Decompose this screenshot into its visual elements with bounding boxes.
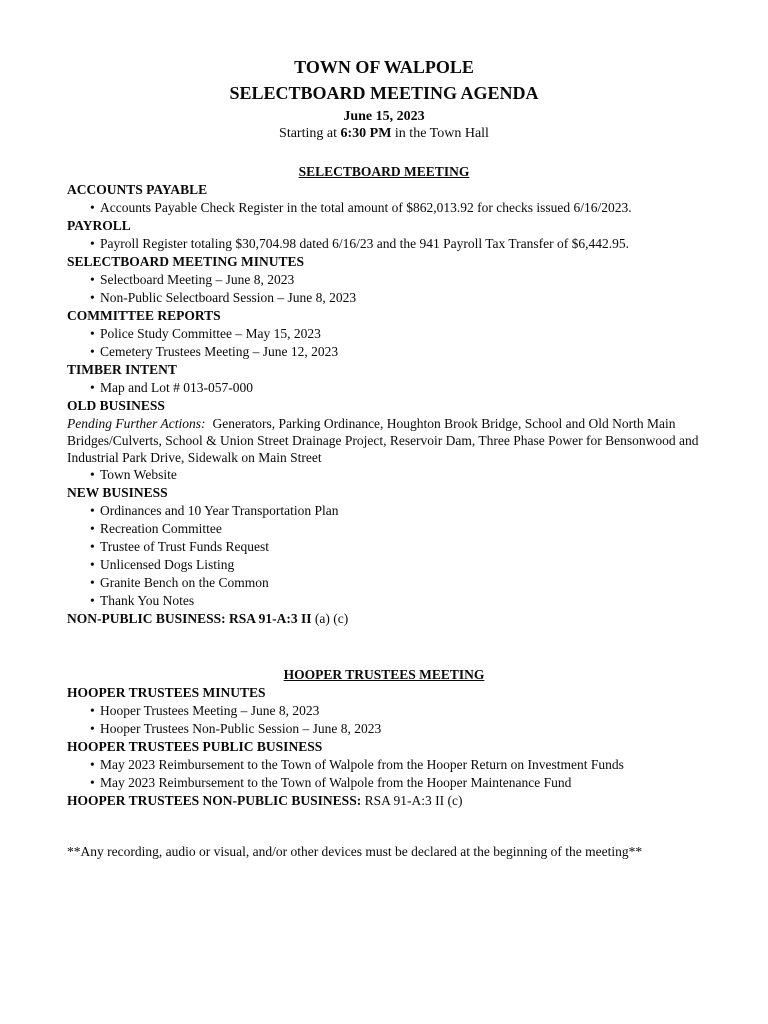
bullet-icon: • [90,721,95,736]
bullet-icon: • [90,344,95,359]
agenda-item-text: Payroll Register totaling $30,704.98 dated 6/16/23 and the 941 Payroll Tax Transfer of $6,442.95. [100,236,629,251]
agenda-heading: PAYROLL [67,218,131,233]
agenda-heading: HOOPER TRUSTEES PUBLIC BUSINESS [67,739,323,754]
bullet-icon: • [90,380,95,395]
bullet-icon: • [90,593,95,608]
pending-actions-text: Generators, Parking Ordinance, Houghton Brook Bridge, School and Old North Main Bridges/Culverts, School & Union Street Drainage Project, Reservoir Dam, Three Phase Power for Bensonwood and Industrial Park Drive, Sidewalk on Main Street [67,416,699,465]
agenda-section [67,666,701,810]
agenda-item [67,774,701,792]
agenda-item [67,538,701,556]
bullet-icon: • [90,757,95,772]
bullet-icon: • [90,521,95,536]
bullet-icon: • [90,775,95,790]
agenda-item-text: Town Website [100,467,177,482]
agenda-item-text: Granite Bench on the Common [100,575,269,590]
agenda-item [67,574,701,592]
agenda-sections [67,163,701,810]
agenda-item-text: Police Study Committee – May 15, 2023 [100,326,321,341]
agenda-item-text: May 2023 Reimbursement to the Town of Walpole from the Hooper Maintenance Fund [100,775,572,790]
agenda-item [67,343,701,361]
bullet-icon: • [90,236,95,251]
bullet-icon: • [90,272,95,287]
document-footer [67,843,701,861]
bullet-icon: • [90,557,95,572]
meeting-date: June 15, 2023 [343,109,425,124]
agenda-item [67,556,701,574]
agenda-item [67,520,701,538]
agenda-item-text: Thank You Notes [100,593,195,608]
agenda-item [67,325,701,343]
section-title: SELECTBOARD MEETING [298,164,470,179]
agenda-item [67,379,701,397]
agenda-item-text: Hooper Trustees Meeting – June 8, 2023 [100,703,320,718]
agenda-section [67,163,701,628]
heading-bold-text: HOOPER TRUSTEES NON-PUBLIC BUSINESS: [67,793,362,808]
heading-bold-text: NON-PUBLIC BUSINESS: RSA 91-A:3 II [67,611,312,626]
agenda-item [67,289,701,307]
agenda-heading: ACCOUNTS PAYABLE [67,182,208,197]
meeting-start-suffix: in the Town Hall [391,126,489,141]
pending-actions-lead: Pending Further Actions: [67,416,206,431]
agenda-heading: COMMITTEE REPORTS [67,308,221,323]
bullet-icon: • [90,575,95,590]
agenda-heading-mixed [67,792,701,810]
agenda-item-text: May 2023 Reimbursement to the Town of Walpole from the Hooper Return on Investment Funds [100,757,624,772]
meeting-start-time: 6:30 PM [340,126,392,141]
agenda-item [67,756,701,774]
agenda-heading: NEW BUSINESS [67,485,168,500]
agenda-heading: HOOPER TRUSTEES MINUTES [67,685,266,700]
agenda-item-text: Map and Lot # 013-057-000 [100,380,253,395]
bullet-icon: • [90,703,95,718]
agenda-item [67,199,701,217]
agenda-item-text: Unlicensed Dogs Listing [100,557,235,572]
agenda-item-text: Trustee of Trust Funds Request [100,539,270,554]
document-title-line1: TOWN OF WALPOLE [294,57,474,77]
bullet-icon: • [90,290,95,305]
agenda-item [67,720,701,738]
bullet-icon: • [90,467,95,482]
heading-normal-text: RSA 91-A:3 II (c) [361,793,463,808]
agenda-item-text: Non-Public Selectboard Session – June 8, 2023 [100,290,357,305]
pending-actions-paragraph [67,415,701,466]
agenda-item [67,235,701,253]
bullet-icon: • [90,539,95,554]
agenda-heading: TIMBER INTENT [67,362,177,377]
agenda-item [67,466,701,484]
heading-normal-text: (a) (c) [311,611,349,626]
agenda-heading-mixed [67,610,701,628]
agenda-heading: SELECTBOARD MEETING MINUTES [67,254,305,269]
agenda-item-text: Selectboard Meeting – June 8, 2023 [100,272,295,287]
agenda-item-text: Ordinances and 10 Year Transportation Plan [100,503,339,518]
agenda-item [67,502,701,520]
agenda-item [67,592,701,610]
document-header [67,54,701,142]
bullet-icon: • [90,503,95,518]
document-title-line2: SELECTBOARD MEETING AGENDA [229,83,539,103]
recording-notice: **Any recording, audio or visual, and/or other devices must be declared at the beginning of the meeting** [67,844,643,859]
section-title: HOOPER TRUSTEES MEETING [283,667,485,682]
agenda-item-text: Accounts Payable Check Register in the total amount of $862,013.92 for checks issued 6/16/2023. [100,200,632,215]
meeting-start-prefix: Starting at [279,126,341,141]
agenda-item-text: Recreation Committee [100,521,222,536]
agenda-item-text: Hooper Trustees Non-Public Session – June 8, 2023 [100,721,382,736]
meeting-start-line [67,125,701,142]
bullet-icon: • [90,326,95,341]
bullet-icon: • [90,200,95,215]
agenda-item [67,271,701,289]
agenda-item [67,702,701,720]
agenda-item-text: Cemetery Trustees Meeting – June 12, 2023 [100,344,339,359]
agenda-heading: OLD BUSINESS [67,398,165,413]
